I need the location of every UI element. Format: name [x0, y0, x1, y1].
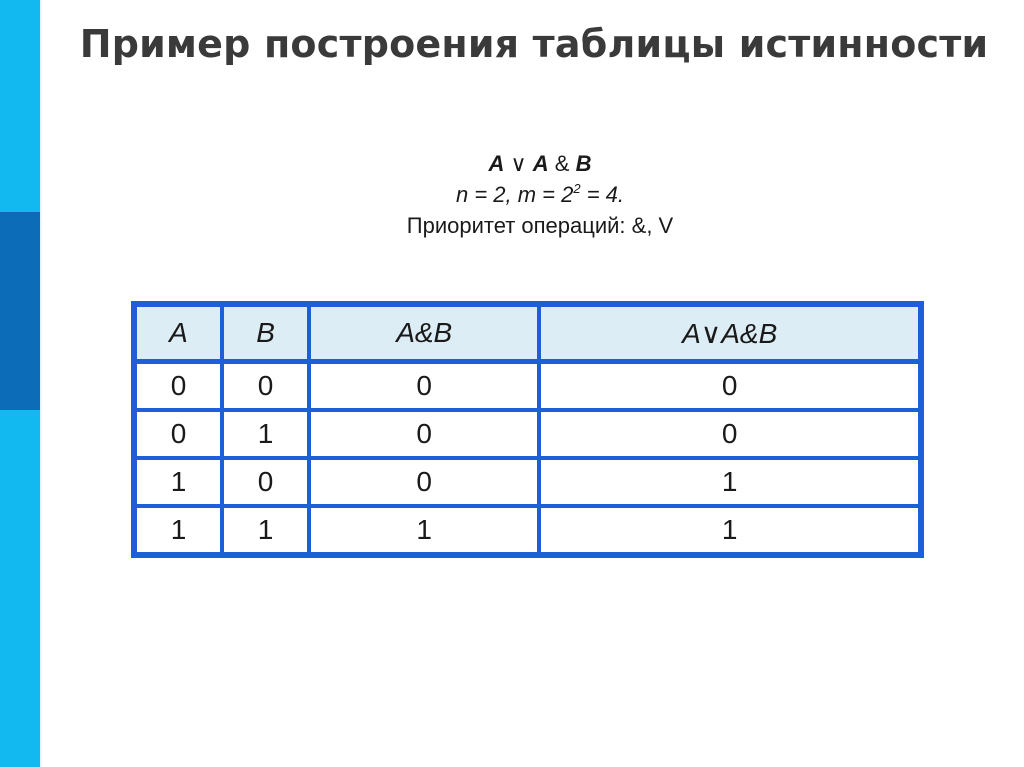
- table-cell: 0: [135, 362, 222, 410]
- table-cell: 0: [309, 410, 539, 458]
- table-cell: 0: [222, 458, 309, 506]
- side-accent-block: [0, 212, 40, 410]
- table-row: [135, 362, 920, 410]
- formula-block: [240, 148, 840, 241]
- header-cell-a-and-b: A&B: [309, 305, 539, 362]
- table-cell: 0: [309, 362, 539, 410]
- formula-op-or: ∨: [510, 151, 527, 176]
- table-row: [135, 410, 920, 458]
- table-cell: 0: [222, 362, 309, 410]
- header-cell-b: B: [222, 305, 309, 362]
- formula-var-a2: A: [532, 151, 549, 176]
- params-exponent: 2: [573, 181, 581, 196]
- truth-table: [131, 301, 924, 558]
- formula-var-b: B: [575, 151, 592, 176]
- side-divider: [40, 0, 42, 767]
- params-prefix: n = 2, m = 2: [455, 182, 574, 207]
- table-cell: 1: [539, 506, 920, 554]
- params-line: [240, 179, 840, 210]
- slide-title: Пример построения таблицы истинности: [79, 22, 989, 66]
- header-cell-a-or-a-and-b: A∨A&B: [539, 305, 920, 362]
- table-cell: 0: [539, 410, 920, 458]
- table-row: [135, 506, 920, 554]
- priority-line: Приоритет операций: &, V: [406, 213, 674, 238]
- table-cell: 0: [539, 362, 920, 410]
- header-cell-a: A: [135, 305, 222, 362]
- table-cell: 1: [135, 458, 222, 506]
- table-cell: 1: [135, 506, 222, 554]
- params-suffix: = 4.: [580, 182, 625, 207]
- formula-op-and: &: [554, 151, 570, 176]
- table-cell: 1: [222, 410, 309, 458]
- formula-var-a1: A: [488, 151, 505, 176]
- table-cell: 0: [309, 458, 539, 506]
- table-cell: 1: [222, 506, 309, 554]
- table-row: [135, 458, 920, 506]
- formula-line: [240, 148, 840, 179]
- table-cell: 0: [135, 410, 222, 458]
- table-cell: 1: [539, 458, 920, 506]
- table-cell: 1: [309, 506, 539, 554]
- truth-table-header-row: [135, 305, 920, 362]
